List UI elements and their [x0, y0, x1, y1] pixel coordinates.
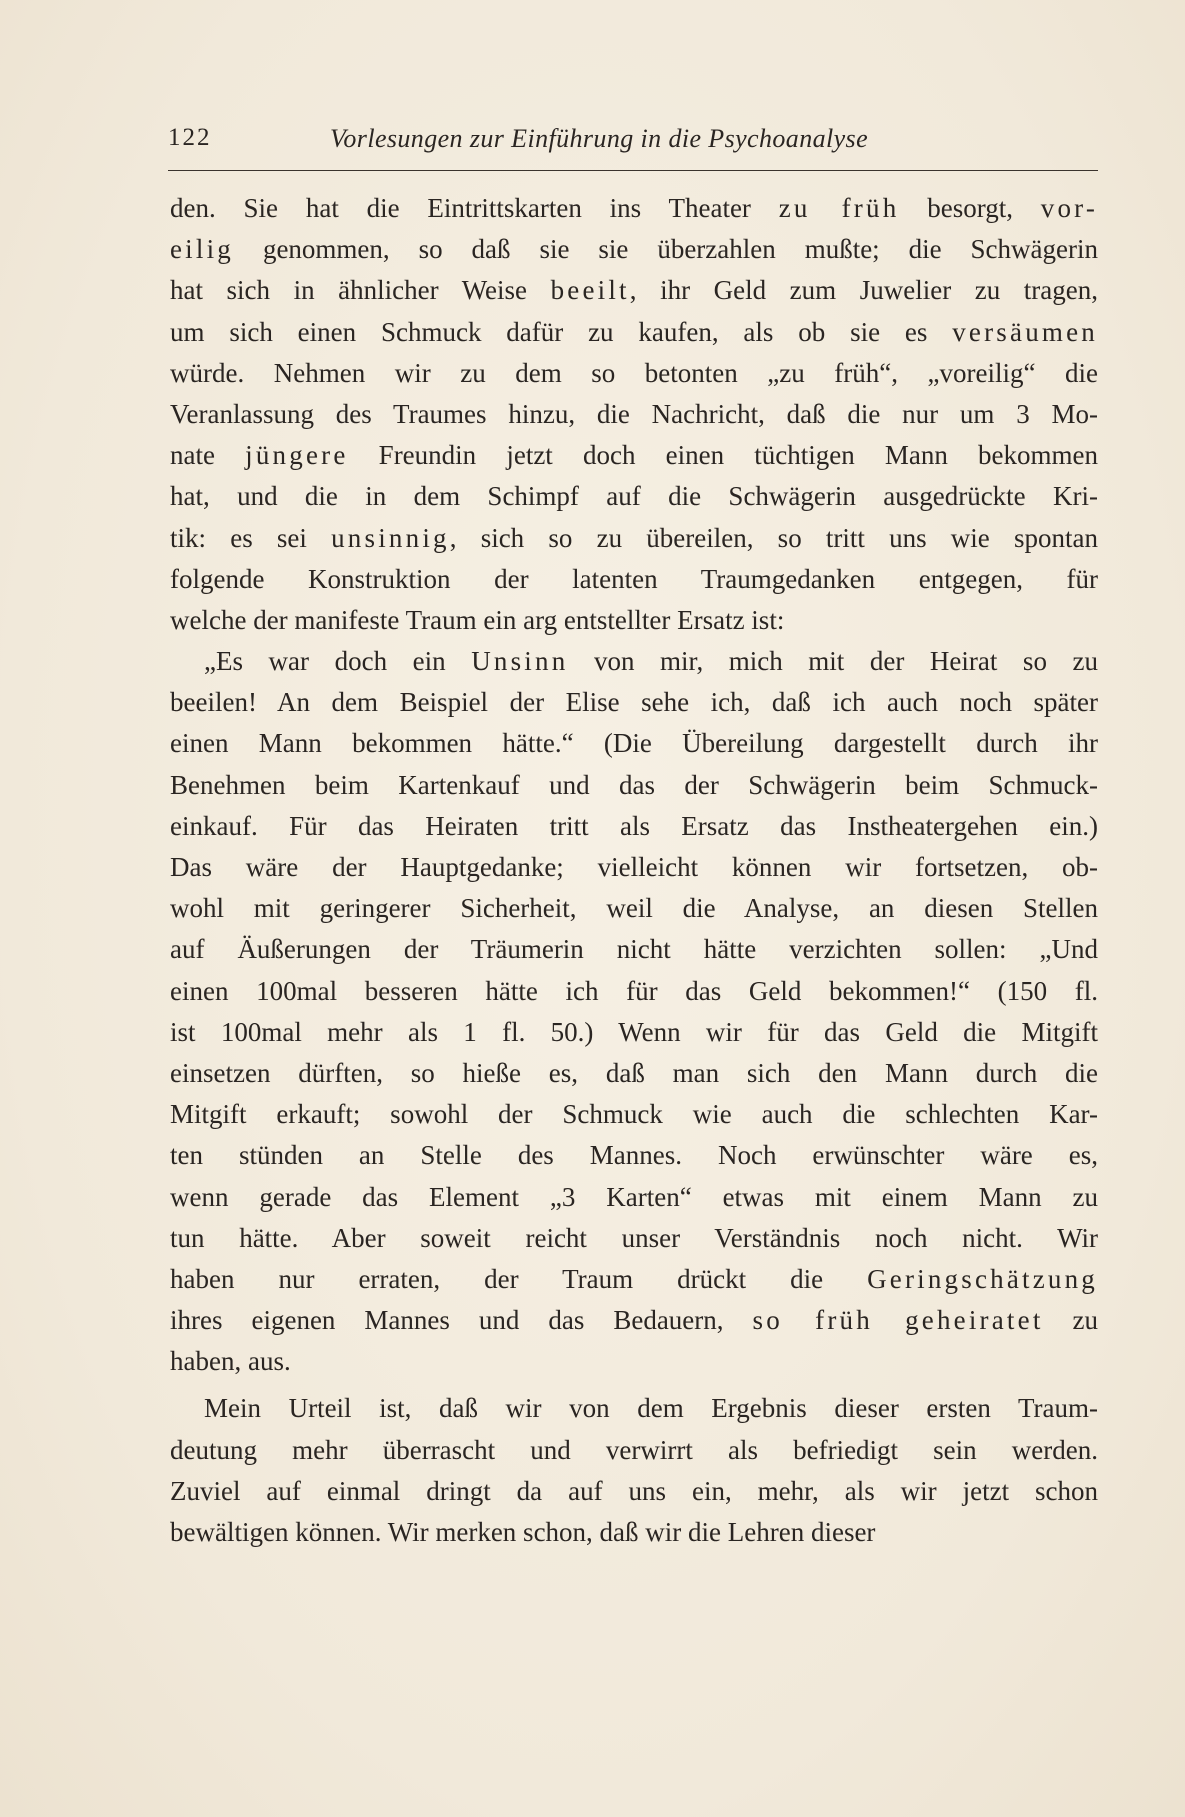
text-segment: wenn gerade das Element „3 Karten“ etwas mit einem Mann zu	[170, 1181, 1098, 1212]
text-line	[170, 765, 1098, 806]
text-line	[170, 229, 1098, 270]
text-line	[170, 394, 1098, 435]
text-segment: hat, und die in dem Schimpf auf die Schwägerin ausgedrückte Kri-	[170, 481, 1098, 512]
text-line	[170, 435, 1098, 476]
body-text	[170, 188, 1098, 1553]
text-segment: Veranlassung des Traumes hinzu, die Nachricht, daß die nur um 3 Mo-	[170, 398, 1098, 429]
text-segment: , sich so zu übereilen, so tritt uns wie spontan	[449, 522, 1098, 553]
text-line	[170, 476, 1098, 517]
text-segment: ihres eigenen Mannes und das Bedauern,	[170, 1305, 753, 1336]
text-segment: den. Sie hat die Eintrittskarten ins Theater	[170, 193, 779, 223]
text-segment: haben, aus.	[170, 1346, 291, 1377]
text-line	[170, 971, 1098, 1012]
emphasized-text: Unsinn	[471, 646, 569, 677]
text-line	[170, 641, 1098, 682]
text-line	[170, 929, 1098, 970]
text-segment: welche der manifeste Traum ein arg entstellter Ersatz ist:	[170, 604, 785, 635]
text-line	[170, 1430, 1098, 1471]
text-line	[170, 353, 1098, 394]
emphasized-text: Geringschätzung	[867, 1263, 1098, 1294]
emphasized-text: so früh geheiratet	[752, 1305, 1044, 1336]
text-line	[170, 1218, 1098, 1259]
text-segment: hat sich in ähnlicher Weise	[170, 275, 551, 306]
text-segment: folgende Konstruktion der latenten Traumgedanken entgegen, für	[170, 563, 1098, 594]
text-line	[170, 1512, 1098, 1553]
emphasized-text: eilig	[170, 234, 234, 265]
text-line	[170, 682, 1098, 723]
text-segment: einen Mann bekommen hätte.“ (Die Übereilung dargestellt durch ihr	[170, 728, 1098, 759]
text-segment: „Es war doch ein	[204, 646, 472, 677]
text-line	[170, 1259, 1098, 1300]
text-line	[170, 518, 1098, 559]
emphasized-text: beeilt	[550, 275, 630, 306]
text-segment: einkauf. Für das Heiraten tritt als Ersatz das Instheatergehen ein.)	[170, 810, 1098, 841]
emphasized-text: vor-	[1040, 193, 1099, 223]
text-segment: deutung mehr überrascht und verwirrt als befriedigt sein werden.	[170, 1434, 1098, 1465]
text-segment: genommen, so daß sie sie überzahlen mußte; die Schwägerin	[234, 234, 1098, 265]
text-line	[170, 188, 1098, 229]
text-line	[170, 270, 1098, 311]
text-segment: tun hätte. Aber soweit reicht unser Verständnis noch nicht. Wir	[170, 1222, 1098, 1253]
text-segment: auf Äußerungen der Träumerin nicht hätte verzichten sollen: „Und	[170, 934, 1098, 965]
text-segment: wohl mit geringerer Sicherheit, weil die Analyse, an diesen Stellen	[170, 893, 1098, 924]
text-line	[170, 1135, 1098, 1176]
emphasized-text: jüngere	[245, 440, 349, 471]
text-line	[170, 1012, 1098, 1053]
text-line	[170, 888, 1098, 929]
page-number: 122	[168, 124, 212, 151]
page-header	[168, 124, 1098, 164]
text-segment: Benehmen beim Kartenkauf und das der Schwägerin beim Schmuck-	[170, 769, 1098, 800]
text-line	[170, 1471, 1098, 1512]
text-segment: Mitgift erkauft; sowohl der Schmuck wie auch die schlechten Kar-	[170, 1099, 1098, 1130]
text-line	[170, 600, 1098, 641]
text-segment: , ihr Geld zum Juwelier zu tragen,	[629, 275, 1098, 306]
text-line	[170, 559, 1098, 600]
text-segment: haben nur erraten, der Traum drückt die	[170, 1263, 868, 1294]
text-segment: bewältigen können. Wir merken schon, daß wir die Lehren dieser	[170, 1517, 876, 1547]
text-line	[170, 806, 1098, 847]
text-line	[170, 1300, 1098, 1341]
header-rule	[168, 170, 1098, 171]
text-segment: Das wäre der Hauptgedanke; vielleicht können wir fortsetzen, ob-	[170, 852, 1098, 882]
text-segment: ist 100mal mehr als 1 fl. 50.) Wenn wir für das Geld die Mitgift	[170, 1016, 1098, 1047]
text-segment: Freundin jetzt doch einen tüchtigen Mann bekommen	[348, 440, 1098, 471]
text-segment: besorgt,	[899, 193, 1041, 223]
text-line	[170, 723, 1098, 764]
text-segment: Mein Urteil ist, daß wir von dem Ergebnis dieser ersten Traum-	[204, 1393, 1098, 1424]
text-line	[170, 847, 1098, 888]
text-line	[170, 1177, 1098, 1218]
text-segment: Zuviel auf einmal dringt da auf uns ein, mehr, als wir jetzt schon	[170, 1475, 1098, 1506]
text-segment: einsetzen dürften, so hieße es, daß man sich den Mann durch die	[170, 1057, 1098, 1088]
text-line	[170, 1053, 1098, 1094]
text-line	[170, 312, 1098, 353]
text-line	[170, 1388, 1098, 1429]
running-title: Vorlesungen zur Einführung in die Psychoanalyse	[330, 124, 869, 153]
text-segment: zu	[1043, 1305, 1098, 1336]
text-line	[170, 1094, 1098, 1135]
text-segment: würde. Nehmen wir zu dem so betonten „zu früh“, „voreilig“ die	[170, 357, 1098, 388]
emphasized-text: versäumen	[952, 316, 1098, 347]
text-segment: nate	[170, 440, 246, 471]
emphasized-text: unsinnig	[331, 522, 450, 553]
text-line	[170, 1341, 1098, 1382]
text-segment: beeilen! An dem Beispiel der Elise sehe ich, daß ich auch noch später	[170, 687, 1098, 718]
text-segment: um sich einen Schmuck dafür zu kaufen, als ob sie es	[170, 316, 953, 347]
emphasized-text: zu früh	[778, 193, 900, 223]
text-segment: von mir, mich mit der Heirat so zu	[568, 646, 1098, 677]
text-segment: ten stünden an Stelle des Mannes. Noch erwünschter wäre es,	[170, 1140, 1098, 1171]
text-segment: tik: es sei	[170, 522, 332, 553]
text-segment: einen 100mal besseren hätte ich für das Geld bekommen!“ (150 fl.	[170, 975, 1098, 1006]
